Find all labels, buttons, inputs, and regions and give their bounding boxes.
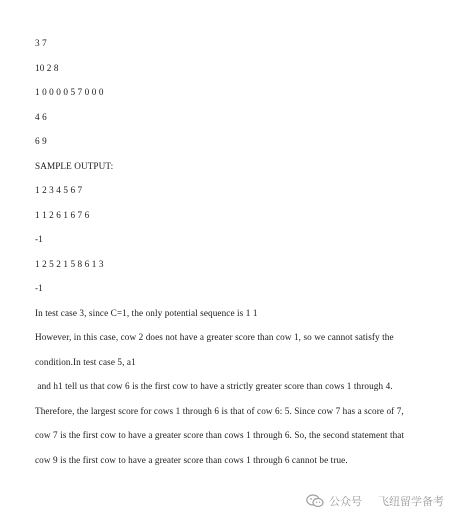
explanation-line-1: In test case 3, since C=1, the only potential sequence is 1 1 [35,307,258,318]
wechat-icon [306,494,324,508]
watermark-left-text: 公众号 [329,495,362,508]
explanation-line-6: cow 7 is the first cow to have a greater score than cows 1 through 6. So, the second statement that [35,430,405,440]
input-line-4: 4 6 [35,111,47,122]
sample-output-heading: SAMPLE OUTPUT: [35,160,114,171]
document-body [35,38,435,466]
explanation-line-5: Therefore, the largest score for cows 1 through 6 is that of cow 6: 5. Since cow 7 has a score of 7, [35,405,404,416]
input-line-3: 1 0 0 0 0 5 7 0 0 0 [35,87,104,97]
output-line-2: 1 1 2 6 1 6 7 6 [35,209,90,220]
watermark-right-text: 飞纽留学备考 [378,495,444,508]
input-line-1: 3 7 [35,38,47,48]
output-line-1: 1 2 3 4 5 6 7 [35,185,83,195]
output-line-5: -1 [35,283,43,293]
explanation-line-3: condition.In test case 5, a1 [35,356,136,367]
explanation-line-7: cow 9 is the first cow to have a greater score than cows 1 through 6 cannot be true. [35,454,348,465]
output-line-3: -1 [35,234,43,244]
explanation-line-4: and h1 tell us that cow 6 is the first cow to have a strictly greater score than cows 1 through 4. [35,381,393,391]
explanation-line-2: However, in this case, cow 2 does not have a greater score than cow 1, so we cannot satisfy the [35,332,394,342]
input-line-2: 10 2 8 [35,62,59,73]
output-line-4: 1 2 5 2 1 5 8 6 1 3 [35,258,104,269]
watermark [306,493,444,509]
input-line-5: 6 9 [35,136,47,146]
